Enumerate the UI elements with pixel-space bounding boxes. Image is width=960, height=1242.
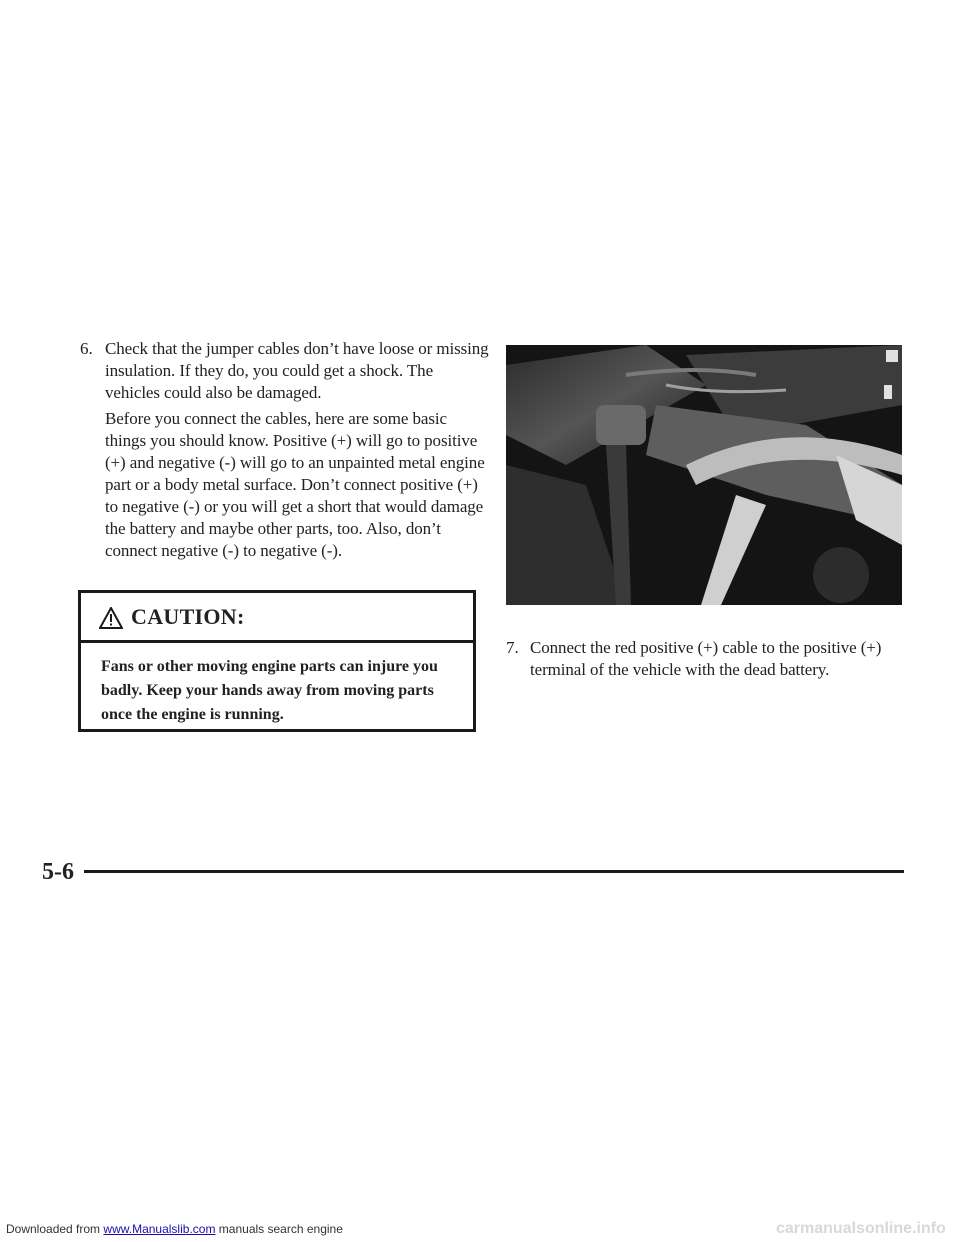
watermark-text: carmanualsonline.info <box>776 1220 946 1237</box>
caution-body: Fans or other moving engine parts can injure you badly. Keep your hands away from moving parts once the engine is running. <box>101 658 438 723</box>
footer-suffix: manuals search engine <box>218 1222 343 1236</box>
warning-triangle-icon <box>99 607 123 629</box>
engine-cable-photo <box>506 345 902 605</box>
footer-rule <box>84 870 904 873</box>
caution-box <box>78 590 476 732</box>
engine-photo-image <box>506 345 902 605</box>
download-footer <box>6 1222 343 1236</box>
manualslib-link[interactable]: www.Manualslib.com <box>103 1222 216 1236</box>
step-7-number: 7. <box>506 638 519 657</box>
caution-title: CAUTION: <box>131 604 245 629</box>
step-7-text: Connect the red positive (+) cable to the positive (+) terminal of the vehicle with the dead battery. <box>530 638 882 679</box>
step-6-number: 6. <box>80 339 93 358</box>
page-number: 5-6 <box>42 859 74 885</box>
step-6-text: Check that the jumper cables don’t have loose or missing insulation. If they do, you could get a shock. The vehicles could also be damaged. <box>105 339 489 402</box>
footer-prefix: Downloaded from <box>6 1222 101 1236</box>
step-6-subtext: Before you connect the cables, here are some basic things you should know. Positive (+) will go to positive (+) and negative (-) will go to an unpainted metal engine part or a body metal surface. Don’t connect positive (+) to negative (-) or you will get a short that would damage the battery and maybe other parts, too. Also, don’t connect negative (-) to negative (-). <box>105 409 485 560</box>
caution-header <box>81 593 473 643</box>
